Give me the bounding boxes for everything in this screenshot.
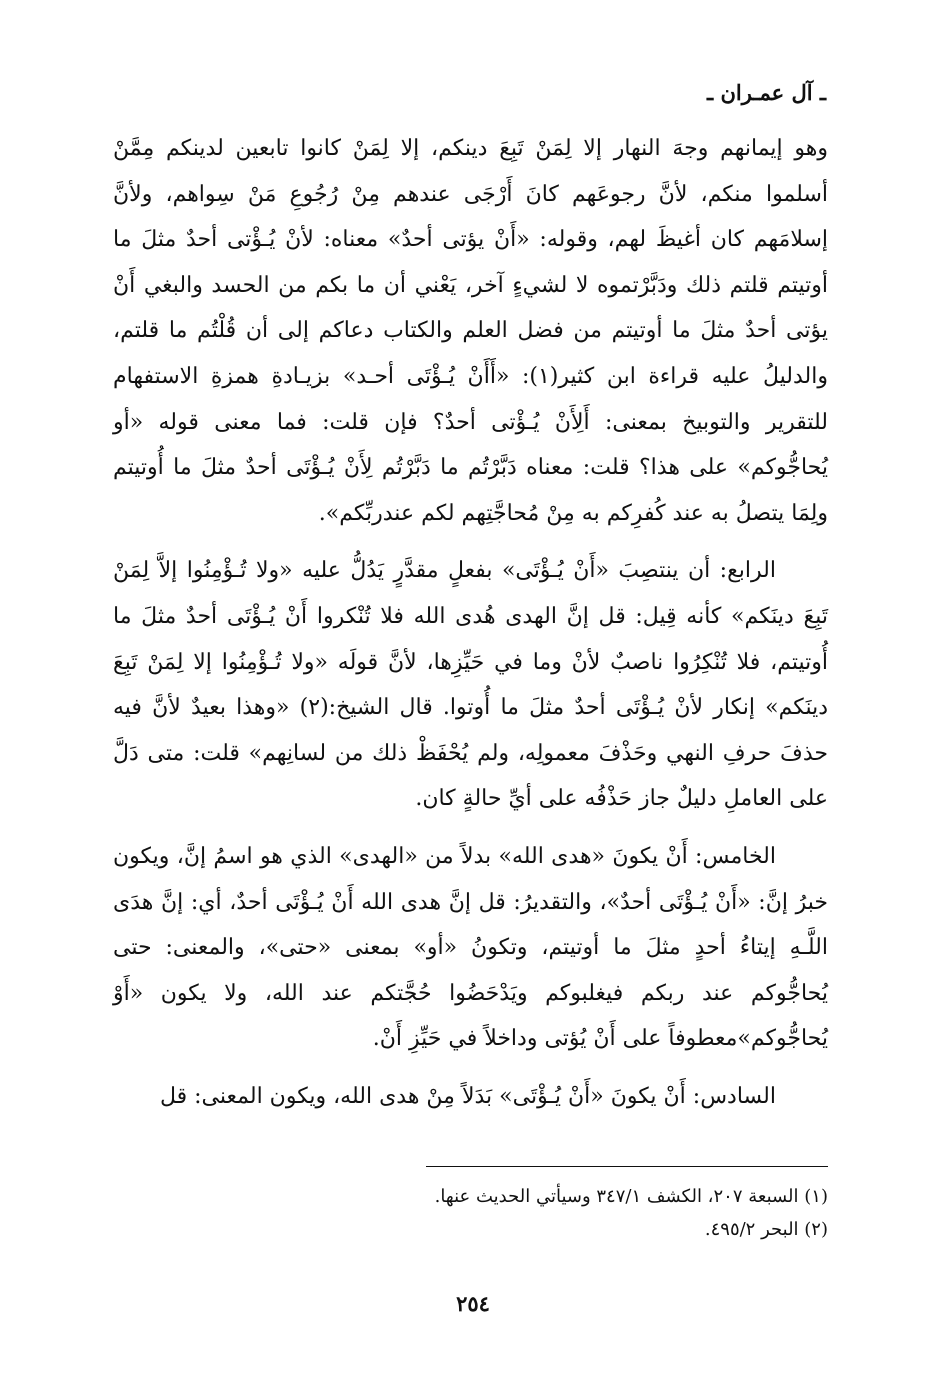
footnote-2: (٢) البحر ٤٩٥/٢. — [704, 1219, 828, 1240]
footnote-1: (١) السبعة ٢٠٧، الكشف ٣٤٧/١ وسيأتي الحديث عنها. — [434, 1186, 828, 1207]
page-number: ٢٥٤ — [456, 1291, 490, 1316]
running-header: ـ آل عمـران ـ — [707, 80, 826, 105]
paragraph-sixth: السادس: أَنْ يكونَ «أَنْ يُـؤْتَى» بَدَلاً مِنْ هدى الله، ويكون المعنى: قل — [159, 1083, 776, 1109]
paragraph-continuation: وهو إيمانهم وجهَ النهار إلا لِمَنْ تَبِعَ دينكم، إلا لِمَنْ كانوا تابعين لدينكم مِمَّنْ أسلموا منكم، لأنَّ رجوعَهم كانَ أَرْجَى عندهم مِنْ رُجُوعِ مَنْ سِواهم، ولأنَّ إسلامَهم كان أغيظَ لهم، وقوله: «أَنْ يؤتى أحدٌ» معناه: لأنْ يُـؤْتى أحدٌ مثلَ ما أوتيتم قلتم ذلك ودَبَّرْتموه لا لشيءٍ آخر، يَعْني أن ما بكم من الحسد والبغي أَنْ يؤتى أحدٌ مثلَ ما أوتيتم من فضل العلم والكتاب دعاكم إلى أن قُلْتُم ما قلتم، والدليلُ عليه قراءة ابن كثير(١): «أَأَنْ يُـؤْتَى أحـد» بزيـادةِ همزةِ الاستفهام للتقرير والتوبيخ بمعنى: أَلِأَنْ يُـؤْتى أحدٌ؟ فإن قلت: فما معنى قوله «أو يُحاجُّوكم» على هذا؟ قلت: معناه دَبَّرْتُم ما دَبَّرْتُم لِأَنْ يُـؤْتَى أحدٌ مثلَ ما أُوتيتم ولِمَا يتصلُ به عند كُفرِكم به مِنْ مُحاجَّتِهم لكم عندربِّكم». — [113, 136, 828, 526]
body-text — [113, 126, 828, 1119]
paragraph-fifth: الخامس: أَنْ يكونَ «هدى الله» بدلاً من «الهدى» الذي هو اسمُ إنَّ، ويكون خبرُ إنَّ: «أَنْ يُـؤْتَى أحدٌ»، والتقديرُ: قل إنَّ هدى الله أَنْ يُـؤْتَى أحدٌ، أي: إنَّ هدَى اللَّـهِ إيتاءُ أحدٍ مثلَ ما أوتيتم، وتكونُ «أو» بمعنى «حتى»، والمعنى: حتى يُحاجُّوكم عند ربكم فيغلبوكم ويَدْحَضُوا حُجَّتكم عند الله، ولا يكون «أَوْ يُحاجُّوكم»معطوفاً على أَنْ يُؤتى وداخلاً في حَيِّزِ أَنْ. — [113, 843, 828, 1052]
footnote-divider — [426, 1166, 828, 1167]
footnotes — [113, 1180, 828, 1246]
paragraph-fourth: الرابع: أن ينتصِبَ «أَنْ يُـؤْتَى» بفعلٍ مقدَّرٍ يَدُلُّ عليه «ولا تُـؤْمِنُوا إلاَّ لِمَنْ تَبِعَ دينَكم» كأنه قِيل: قل إنَّ الهدى هُدى الله فلا تُنْكروا أَنْ يُـؤْتَى أحدٌ مثلَ ما أُوتيتم، فلا تُنْكِرُوا ناصبٌ لأنْ وما في حَيِّزِها، لأنَّ قولَه «ولا تُـؤْمِنُوا إلا لِمَنْ تَبِعَ دينَكم» إنكار لأنْ يُـؤْتَى أحدٌ مثلَ ما أُوتوا. قال الشيخ:(٢) «وهذا بعيدٌ لأنَّ فيه حذفَ حرفِ النهي وحَذْفَ معمولِه، ولم يُحْفَظْ ذلك من لسانِهم» قلت: متى دَلَّ على العاملِ دليلٌ جاز حَذْفُه على أيِّ حالةٍ كان. — [113, 558, 828, 812]
